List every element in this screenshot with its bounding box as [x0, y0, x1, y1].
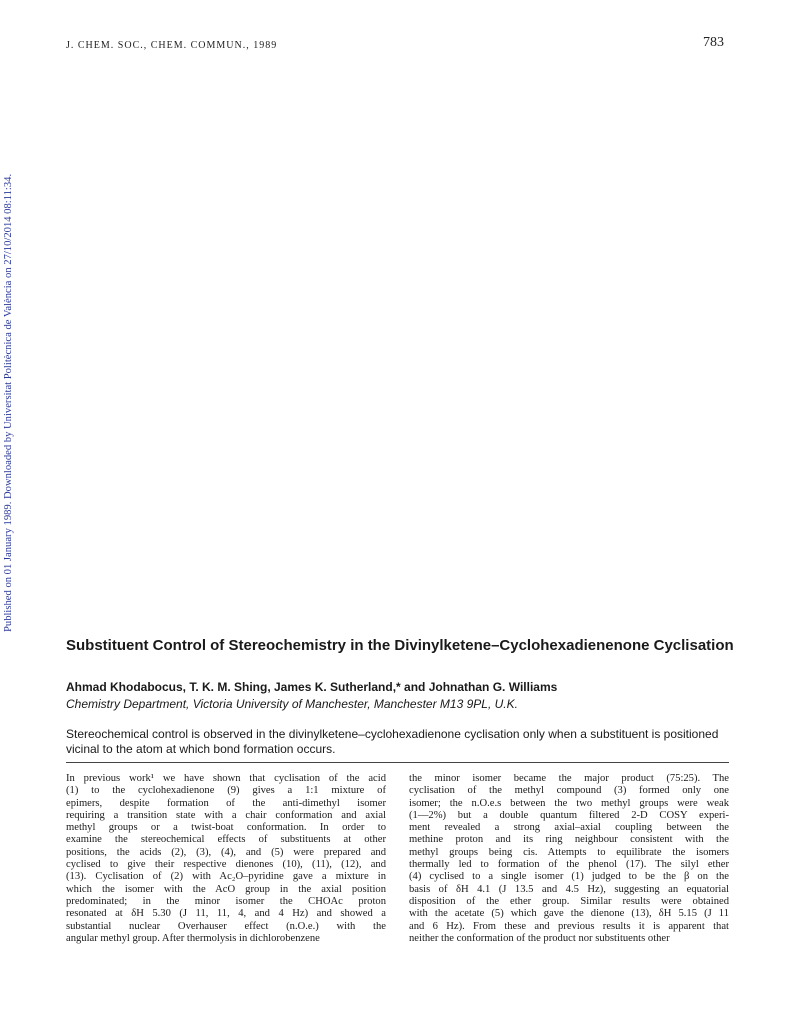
body-line: neither the conformation of the product nor substituents other: [409, 932, 670, 944]
body-line: basis of δH 4.1 (J 13.5 and 4.5 Hz), suggesting an equatorial: [409, 883, 729, 895]
abstract-divider: [66, 762, 729, 763]
body-column-right: [409, 773, 729, 945]
body-line: predominated; in the minor isomer the CHOAc proton: [66, 895, 386, 907]
download-notice[interactable]: Published on 01 January 1989. Downloaded by Universitat Politècnica de València on 27/10/2014 08:11:34.: [3, 173, 14, 632]
body-line: cyclised to give their respective dienones (10), (11), (12), and: [66, 859, 386, 871]
body-line: positions, the acids (2), (3), (4), and (5) were prepared and: [66, 846, 386, 858]
body-line: angular methyl group. After thermolysis in dichlorobenzene: [66, 932, 320, 944]
body-line: (4) cyclised to a single isomer (1) judged to be the β on the: [409, 871, 729, 883]
body-line: which the isomer with the AcO group in the axial position: [66, 883, 386, 895]
body-line: requiring a transition state with a chair conformation and axial: [66, 809, 386, 821]
body-line: (1) to the cyclohexadienone (9) gives a 1:1 mixture of: [66, 785, 386, 797]
body-line: ment revealed a strong axial–axial coupling between the: [409, 822, 729, 834]
body-line: the minor isomer became the major product (75:25). The: [409, 773, 729, 784]
article-affiliation: Chemistry Department, Victoria University of Manchester, Manchester M13 9PL, U.K.: [66, 697, 518, 711]
body-line: examine the stereochemical effects of substituents at other: [66, 834, 386, 846]
article-title: Substituent Control of Stereochemistry in the Divinylketene–Cyclohexadienenone Cyclisation: [66, 637, 734, 654]
body-line: epimers, despite formation of the anti-dimethyl isomer: [66, 797, 386, 809]
body-column-left: [66, 773, 386, 945]
body-line: resonated at δH 5.30 (J 11, 11, 4, and 4 Hz) and showed a: [66, 908, 386, 920]
body-line: methyl groups or a twist-boat conformation. In order to: [66, 822, 386, 834]
body-line: with the acetate (5) which gave the dienone (13), δH 5.15 (J 11: [409, 908, 729, 920]
body-line: (1—2%) but a double quantum filtered 2-D COSY experi-: [409, 809, 729, 821]
body-line: (13). Cyclisation of (2) with Ac₂O–pyridine gave a mixture in: [66, 871, 386, 883]
body-line: disposition of the ether group. Similar results were obtained: [409, 895, 729, 907]
body-line: isomer; the n.O.e.s between the two methyl groups were weak: [409, 797, 729, 809]
body-line: thermally led to formation of the phenol (17). The silyl ether: [409, 859, 729, 871]
body-line: and 6 Hz). From these and previous results it is apparent that: [409, 920, 729, 932]
body-line: methyl groups being cis. Attempts to equilibrate the isomers: [409, 846, 729, 858]
article-abstract: Stereochemical control is observed in the divinylketene–cyclohexadienone cyclisation only when a substituent is positioned vicinal to the atom at which bond formation occurs.: [66, 727, 719, 756]
body-line: substantial nuclear Overhauser effect (n.O.e.) with the: [66, 920, 386, 932]
page-number: 783: [703, 35, 724, 50]
body-line: cyclisation of the methyl compound (3) formed only one: [409, 785, 729, 797]
article-authors: Ahmad Khodabocus, T. K. M. Shing, James K. Sutherland,* and Johnathan G. Williams: [66, 680, 558, 694]
body-line: methine proton and its ring neighbour consistent with the: [409, 834, 729, 846]
running-head: J. CHEM. SOC., CHEM. COMMUN., 1989: [66, 40, 278, 51]
body-line: In previous work¹ we have shown that cyclisation of the acid: [66, 773, 386, 784]
